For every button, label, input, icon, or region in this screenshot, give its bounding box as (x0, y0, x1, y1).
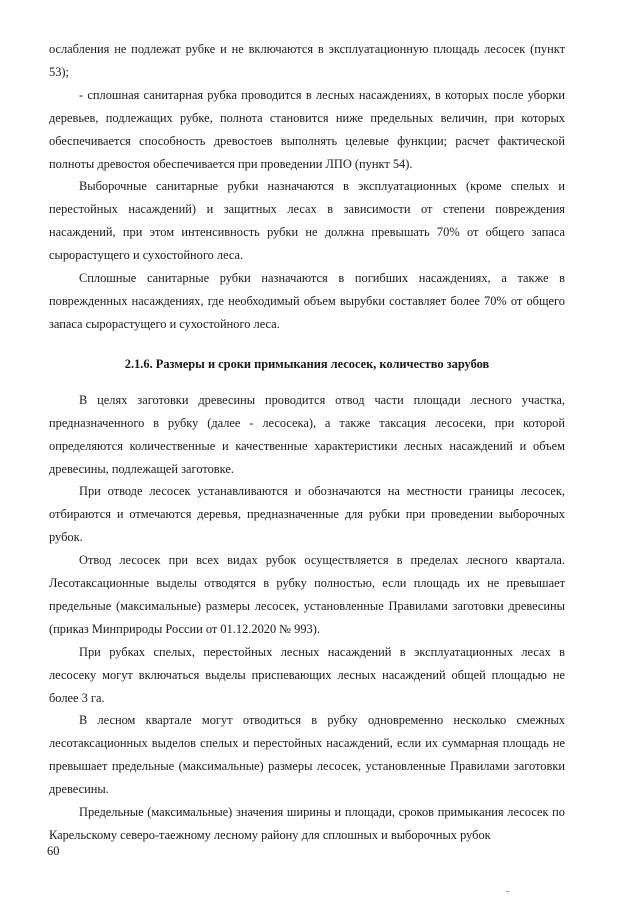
paragraph: Отвод лесосек при всех видах рубок осуществляется в пределах лесного квартала. Лесотаксационные выделы отводятся в рубку полностью, если площадь их не превышает предельные (максимальные) размеры лесосек, установленные Правилами заготовки древесины (приказ Минприроды России от 01.12.2020 № 993). (49, 553, 565, 636)
paragraph: В целях заготовки древесины проводится отвод части площади лесного участка, предназначенного в рубку (далее - лесосека), а также таксация лесосеки, при которой определяются количественные и качественные характеристики лесных насаждений и объем древесины, подлежащей заготовке. (49, 392, 565, 476)
paragraph: Выборочные санитарные рубки назначаются в эксплуатационных (кроме спелых и перестойных насаждений) и защитных лесах в зависимости от степени повреждения насаждений, при этом интенсивность рубки не должна превышать 70% от общего запаса сырорастущего и сухостойного леса. (49, 179, 565, 263)
paragraph: - сплошная санитарная рубка проводится в лесных насаждениях, в которых после уборки деревьев, подлежащих рубке, полнота становится ниже предельных величин, при которых обеспечивается способность древостоев выполнять целевые функции; расчет фактической полноты древостоя обеспечивается при проведении ЛПО (пункт 54). (49, 87, 565, 171)
paragraph: Сплошные санитарные рубки назначаются в погибших насаждениях, а также в поврежденных насаждениях, где необходимый объем вырубки составляет более 70% от общего запаса сырорастущего и сухостойного леса. (49, 271, 565, 331)
paragraph: В лесном квартале могут отводиться в рубку одновременно несколько смежных лесотаксационных выделов спелых и перестойных насаждений, если их суммарная площадь не превышает предельные (максимальные) размеры лесосек, установленные Правилами заготовки древесины. (49, 713, 565, 797)
paragraph: При отводе лесосек устанавливаются и обозначаются на местности границы лесосек, отбираются и отмечаются деревья, предназначенные для рубки при проведении выборочных рубок. (49, 484, 565, 545)
paragraph: Предельные (максимальные) значения ширины и площади, сроков примыкания лесосек по Карельскому северо-таежному лесному району для сплошных и выборочных рубок (49, 805, 565, 842)
document-body (49, 38, 565, 847)
scan-artifact (506, 891, 509, 892)
paragraph: При рубках спелых, перестойных лесных насаждений в эксплуатационных лесах в лесосеку могут включаться выделы приспевающих лесных насаждений общей площадью не более 3 га. (49, 644, 565, 705)
section-heading: 2.1.6. Размеры и сроки примыкания лесосек, количество зарубов (124, 356, 490, 371)
page-number: 60 (47, 844, 60, 858)
paragraph: ослабления не подлежат рубке и не включаются в эксплуатационную площадь лесосек (пункт 53); (49, 42, 565, 79)
